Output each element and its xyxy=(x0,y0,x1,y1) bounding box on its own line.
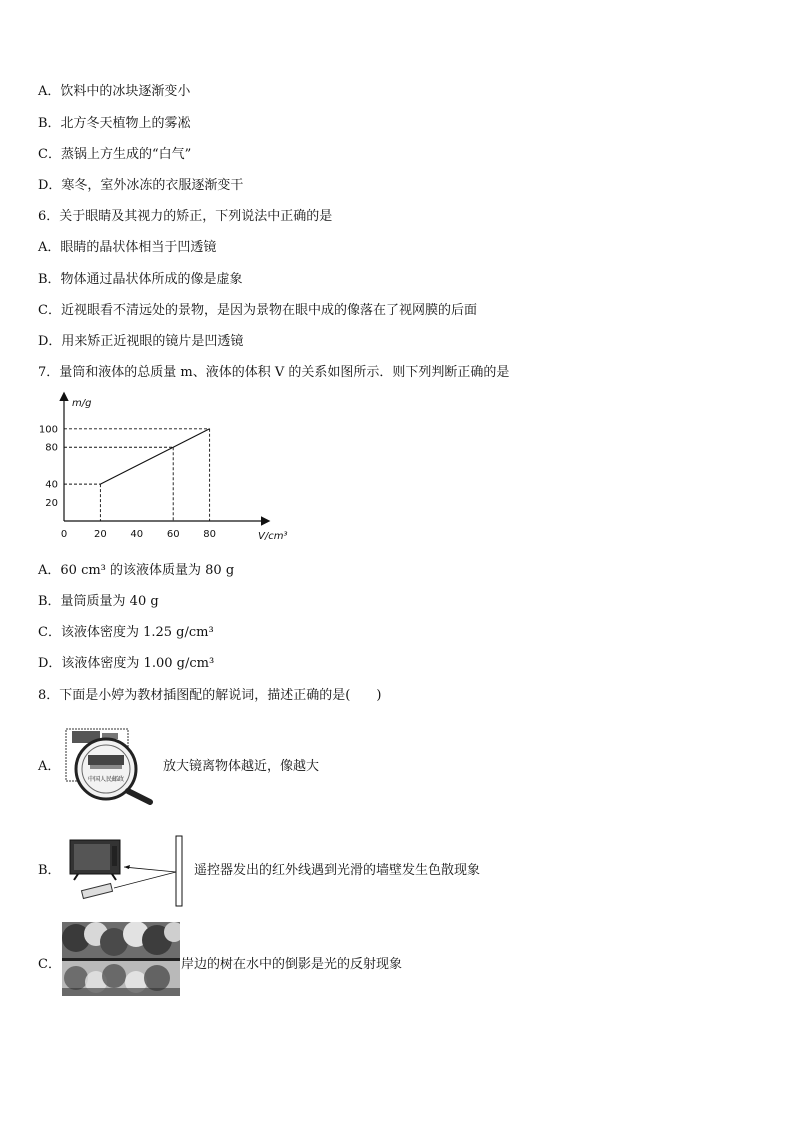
tv-remote-wall-image xyxy=(64,834,194,909)
x-tick-label-3: 60 xyxy=(166,529,180,540)
q6-stem: 6．关于眼睛及其视力的矫正，下列说法中正确的是 xyxy=(38,209,333,224)
x-tick-label-4: 80 xyxy=(203,529,216,540)
q8-option-c-letter: C． xyxy=(38,957,61,972)
stamp-text: 中国人民邮政 xyxy=(87,776,125,783)
q6-option-d: D．用来矫正近视眼的镜片是凹透镜 xyxy=(38,334,244,349)
y-tick-label-2: 80 xyxy=(45,442,58,454)
q8-option-a-letter: A． xyxy=(38,759,61,774)
x-tick-label-2: 40 xyxy=(130,529,144,540)
q5-option-c: C．蒸锅上方生成的“白气” xyxy=(38,147,192,162)
q5-option-a: A．饮料中的冰块逐渐变小 xyxy=(38,84,191,99)
q6-option-c: C．近视眼看不清远处的景物，是因为景物在眼中成的像落在了视网膜的后面 xyxy=(38,303,477,318)
q6-option-b: B．物体通过晶状体所成的像是虚象 xyxy=(38,272,243,287)
q5-option-b: B．北方冬天植物上的雾凇 xyxy=(38,116,191,131)
x-axis-label: V/cm³ xyxy=(258,531,288,542)
remote-icon xyxy=(81,883,112,898)
series-line-0 xyxy=(100,429,209,484)
y-tick-label-0: 20 xyxy=(45,498,58,510)
wall-icon xyxy=(176,836,182,906)
tree-reflection-photo xyxy=(62,922,180,996)
q8-stem: 8．下面是小婷为教材插图配的解说词，描述正确的是( ) xyxy=(38,688,382,703)
q7-option-b: B．量筒质量为 40 g xyxy=(38,594,159,609)
x-tick-label-0: 0 xyxy=(60,529,68,540)
q7-option-a: A．60 cm³ 的该液体质量为 80 g xyxy=(38,563,235,578)
tv-icon xyxy=(70,840,120,880)
q8-option-b-text: 遥控器发出的红外线遇到光滑的墙壁发生色散现象 xyxy=(194,863,481,878)
q5-option-d: D．寒冬，室外冰冻的衣服逐渐变干 xyxy=(38,178,244,193)
q8-option-a-text: 放大镜离物体越近，像越大 xyxy=(163,759,320,774)
magnifier-stamp-image xyxy=(62,725,157,805)
q8-option-b-letter: B． xyxy=(38,863,61,878)
q7-option-c: C．该液体密度为 1.25 g/cm³ xyxy=(38,625,214,640)
q8-option-c-text: 岸边的树在水中的倒影是光的反射现象 xyxy=(181,957,403,972)
q6-option-a: A．眼睛的晶状体相当于凹透镜 xyxy=(38,240,217,255)
y-tick-label-3: 100 xyxy=(38,424,58,436)
x-tick-label-1: 20 xyxy=(94,529,107,540)
mass-volume-graph xyxy=(30,390,290,550)
y-axis-label: m/g xyxy=(72,398,92,409)
y-tick-label-1: 40 xyxy=(45,479,58,491)
q7-stem: 7．量筒和液体的总质量 m、液体的体积 V 的关系如图所示．则下列判断正确的是 xyxy=(38,365,510,380)
q7-option-d: D．该液体密度为 1.00 g/cm³ xyxy=(38,656,215,671)
